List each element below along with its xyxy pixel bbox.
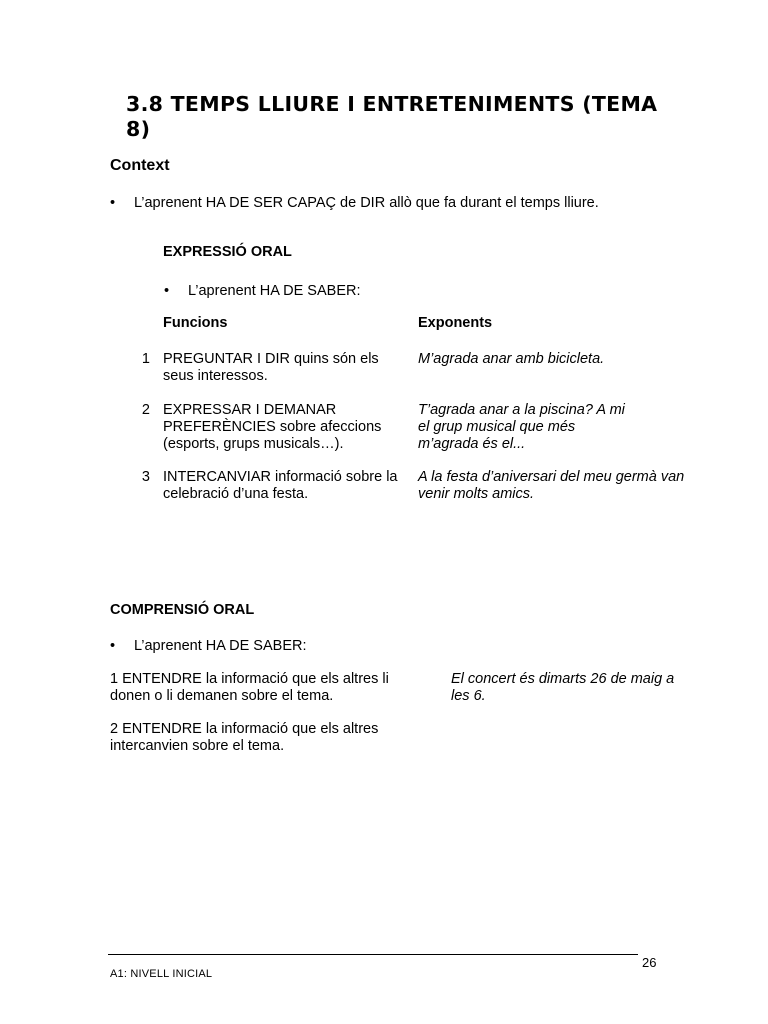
comprensio-oral-bullet-text: L’aprenent HA DE SABER: [134,638,307,654]
comprensio-item: 1 ENTENDRE la informació que els altres li donen o li demanen sobre el tema. [110,671,389,704]
footer-label: A1: NIVELL INICIAL [110,968,213,980]
context-bullet-text: L’aprenent HA DE SER CAPAÇ de DIR allò que fa durant el temps lliure. [134,195,599,211]
comprensio-oral-heading: COMPRENSIÓ ORAL [110,602,255,618]
expressio-oral-heading: EXPRESSIÓ ORAL [163,244,292,260]
context-bullet [110,194,599,212]
page-number: 26 [642,955,657,970]
context-heading: Context [110,157,170,174]
column-header-funcions: Funcions [163,315,228,331]
row-exponent: M’agrada anar amb bicicleta. [418,351,605,367]
column-header-exponents: Exponents [418,315,493,331]
bullet-icon: • [110,195,116,211]
comprensio-example: El concert és dimarts 26 de maig a les 6. [451,671,675,704]
row-funcio: PREGUNTAR I DIR quins són els seus interessos. [163,351,379,384]
row-number: 3 [141,469,150,485]
comprensio-oral-bullet [110,637,307,655]
row-number: 1 [141,351,150,367]
row-exponent: T’agrada anar a la piscina? A mi el grup musical que més m’agrada és el... [418,402,625,452]
footer-divider [108,954,638,955]
row-funcio: INTERCANVIAR informació sobre la celebració d’una festa. [163,469,398,502]
expressio-oral-bullet [164,282,361,300]
bullet-icon: • [110,638,116,654]
row-number: 2 [141,402,150,418]
row-funcio: EXPRESSAR I DEMANAR PREFERÈNCIES sobre afeccions (esports, grups musicals…). [163,402,382,452]
row-exponent: A la festa d’aniversari del meu germà van venir molts amics. [418,469,685,502]
bullet-icon: • [164,283,170,299]
page-title: 3.8 TEMPS LLIURE I ENTRETENIMENTS (TEMA 8) [126,92,658,141]
expressio-oral-bullet-text: L’aprenent HA DE SABER: [188,283,361,299]
comprensio-item: 2 ENTENDRE la informació que els altres intercanvien sobre el tema. [110,721,379,754]
